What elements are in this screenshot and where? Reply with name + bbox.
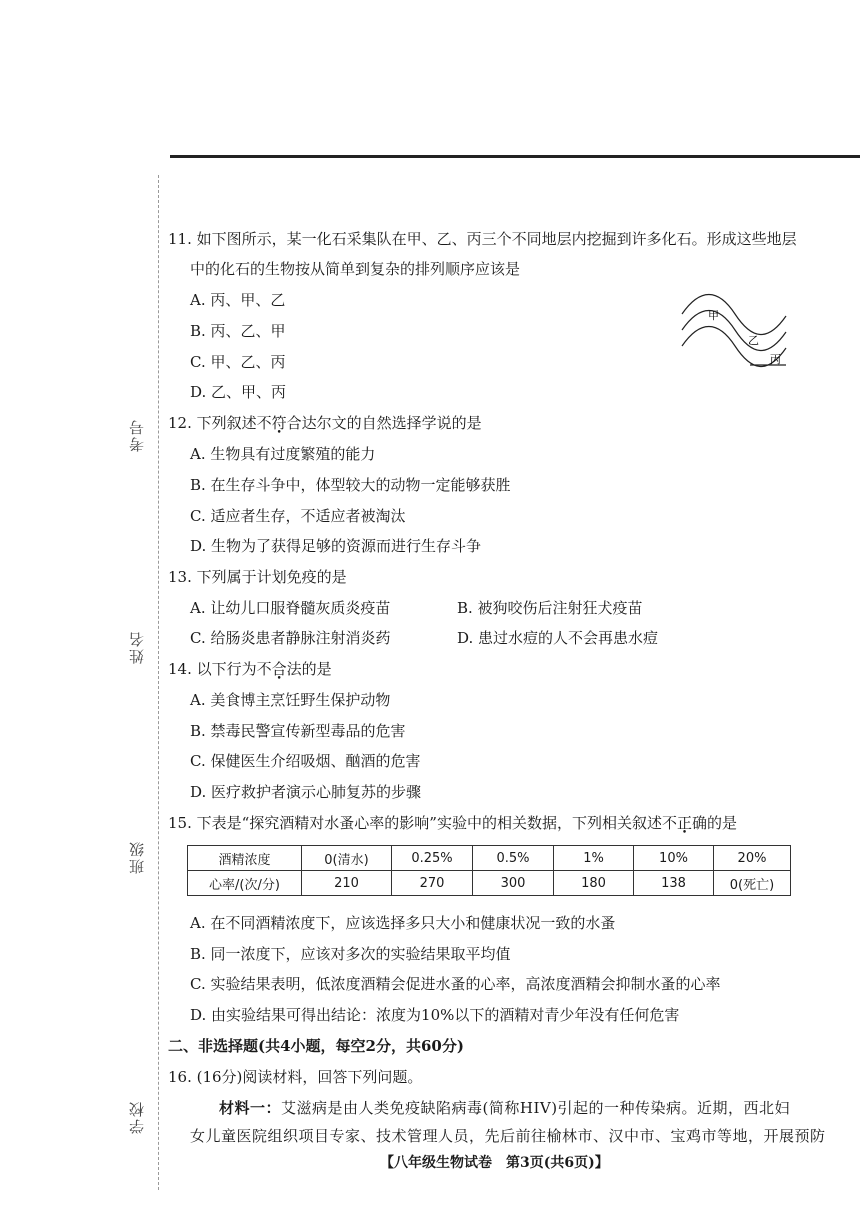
q12-option-b: B. 在生存斗争中，体型较大的动物一定能够获胜 bbox=[190, 476, 511, 494]
q15-stem: 15. 下表是“探究酒精对水蚤心率的影响”实验中的相关数据，下列相关叙述不正确的是 bbox=[168, 814, 737, 832]
q11-option-a: A. 丙、甲、乙 bbox=[190, 291, 286, 309]
q11-option-c: C. 甲、乙、丙 bbox=[190, 353, 286, 371]
strata-label-yi: 乙 bbox=[748, 334, 759, 347]
q13-option-d: D. 患过水痘的人不会再患水痘 bbox=[457, 629, 659, 647]
table-cell: 180 bbox=[554, 871, 634, 896]
side-label-name: 姓名 bbox=[128, 630, 146, 664]
table-cell: 0.5% bbox=[473, 846, 554, 871]
side-label-exam-number: 考号 bbox=[128, 418, 146, 452]
binding-line bbox=[158, 175, 159, 1190]
alcohol-heart-rate-table bbox=[187, 845, 791, 896]
strata-label-bing: 丙 bbox=[770, 353, 781, 366]
q11-option-d: D. 乙、甲、丙 bbox=[190, 383, 287, 401]
table-cell: 138 bbox=[634, 871, 714, 896]
table-cell: 酒精浓度 bbox=[188, 846, 302, 871]
q16-stem: 16. (16分)阅读材料，回答下列问题。 bbox=[168, 1068, 423, 1086]
header-rule bbox=[170, 155, 860, 158]
strata-label-jia: 甲 bbox=[708, 309, 719, 322]
q15-option-a: A. 在不同酒精浓度下，应该选择多只大小和健康状况一致的水蚤 bbox=[190, 914, 616, 932]
q14-option-b: B. 禁毒民警宣传新型毒品的危害 bbox=[190, 722, 406, 740]
q16-material-line2: 女儿童医院组织项目专家、技术管理人员，先后前往榆林市、汉中市、宝鸡市等地，开展预防 bbox=[190, 1127, 826, 1145]
table-cell: 270 bbox=[392, 871, 473, 896]
q16-material-line1: 材料一：艾滋病是由人类免疫缺陷病毒(简称HIV)引起的一种传染病。近期，西北妇 bbox=[219, 1099, 791, 1117]
q11-option-b: B. 丙、乙、甲 bbox=[190, 322, 286, 340]
q13-option-a: A. 让幼儿口服脊髓灰质炎疫苗 bbox=[190, 599, 391, 617]
q14-option-c: C. 保健医生介绍吸烟、酗酒的危害 bbox=[190, 752, 421, 770]
q12-emphasis: 不符合 bbox=[256, 414, 302, 432]
q12-option-d: D. 生物为了获得足够的资源而进行生存斗争 bbox=[190, 537, 482, 555]
q12-option-c: C. 适应者生存，不适应者被淘汰 bbox=[190, 507, 406, 525]
q12-option-a: A. 生物具有过度繁殖的能力 bbox=[190, 445, 376, 463]
table-cell: 1% bbox=[554, 846, 634, 871]
q11-stem-line1: 11. 如下图所示，某一化石采集队在甲、乙、丙三个不同地层内挖掘到许多化石。形成这些地层 bbox=[168, 230, 797, 248]
q15-emphasis: 不正确 bbox=[661, 814, 707, 832]
q14-option-d: D. 医疗救护者演示心肺复苏的步骤 bbox=[190, 783, 422, 801]
rock-strata-figure bbox=[680, 286, 790, 371]
q14-emphasis: 不合法 bbox=[256, 660, 302, 678]
side-label-class: 班级 bbox=[128, 840, 146, 874]
q14-option-a: A. 美食博主烹饪野生保护动物 bbox=[190, 691, 391, 709]
page-footer: 【八年级生物试卷 第3页(共6页)】 bbox=[380, 1155, 609, 1171]
q12-stem: 12. 下列叙述不符合达尔文的自然选择学说的是 bbox=[168, 414, 482, 432]
table-cell: 20% bbox=[714, 846, 791, 871]
table-row bbox=[188, 871, 791, 896]
q15-option-c: C. 实验结果表明，低浓度酒精会促进水蚤的心率，高浓度酒精会抑制水蚤的心率 bbox=[190, 975, 721, 993]
material-label: 材料一： bbox=[219, 1099, 282, 1117]
table-cell: 0(清水) bbox=[302, 846, 392, 871]
table-cell: 300 bbox=[473, 871, 554, 896]
q13-option-b: B. 被狗咬伤后注射狂犬疫苗 bbox=[457, 599, 643, 617]
table-cell: 0.25% bbox=[392, 846, 473, 871]
side-label-school: 学校 bbox=[128, 1100, 146, 1134]
section-heading: 二、非选择题(共4小题，每空2分，共60分) bbox=[168, 1037, 464, 1055]
q13-stem: 13. 下列属于计划免疫的是 bbox=[168, 568, 347, 586]
table-cell: 0(死亡) bbox=[714, 871, 791, 896]
table-cell: 心率/(次/分) bbox=[188, 871, 302, 896]
table-cell: 10% bbox=[634, 846, 714, 871]
q11-stem-line2: 中的化石的生物按从简单到复杂的排列顺序应该是 bbox=[190, 260, 521, 278]
q13-option-c: C. 给肠炎患者静脉注射消炎药 bbox=[190, 629, 391, 647]
q14-stem: 14. 以下行为不合法的是 bbox=[168, 660, 332, 678]
table-cell: 210 bbox=[302, 871, 392, 896]
q15-option-d: D. 由实验结果可得出结论：浓度为10%以下的酒精对青少年没有任何危害 bbox=[190, 1006, 680, 1024]
table-row bbox=[188, 846, 791, 871]
q15-option-b: B. 同一浓度下，应该对多次的实验结果取平均值 bbox=[190, 945, 511, 963]
